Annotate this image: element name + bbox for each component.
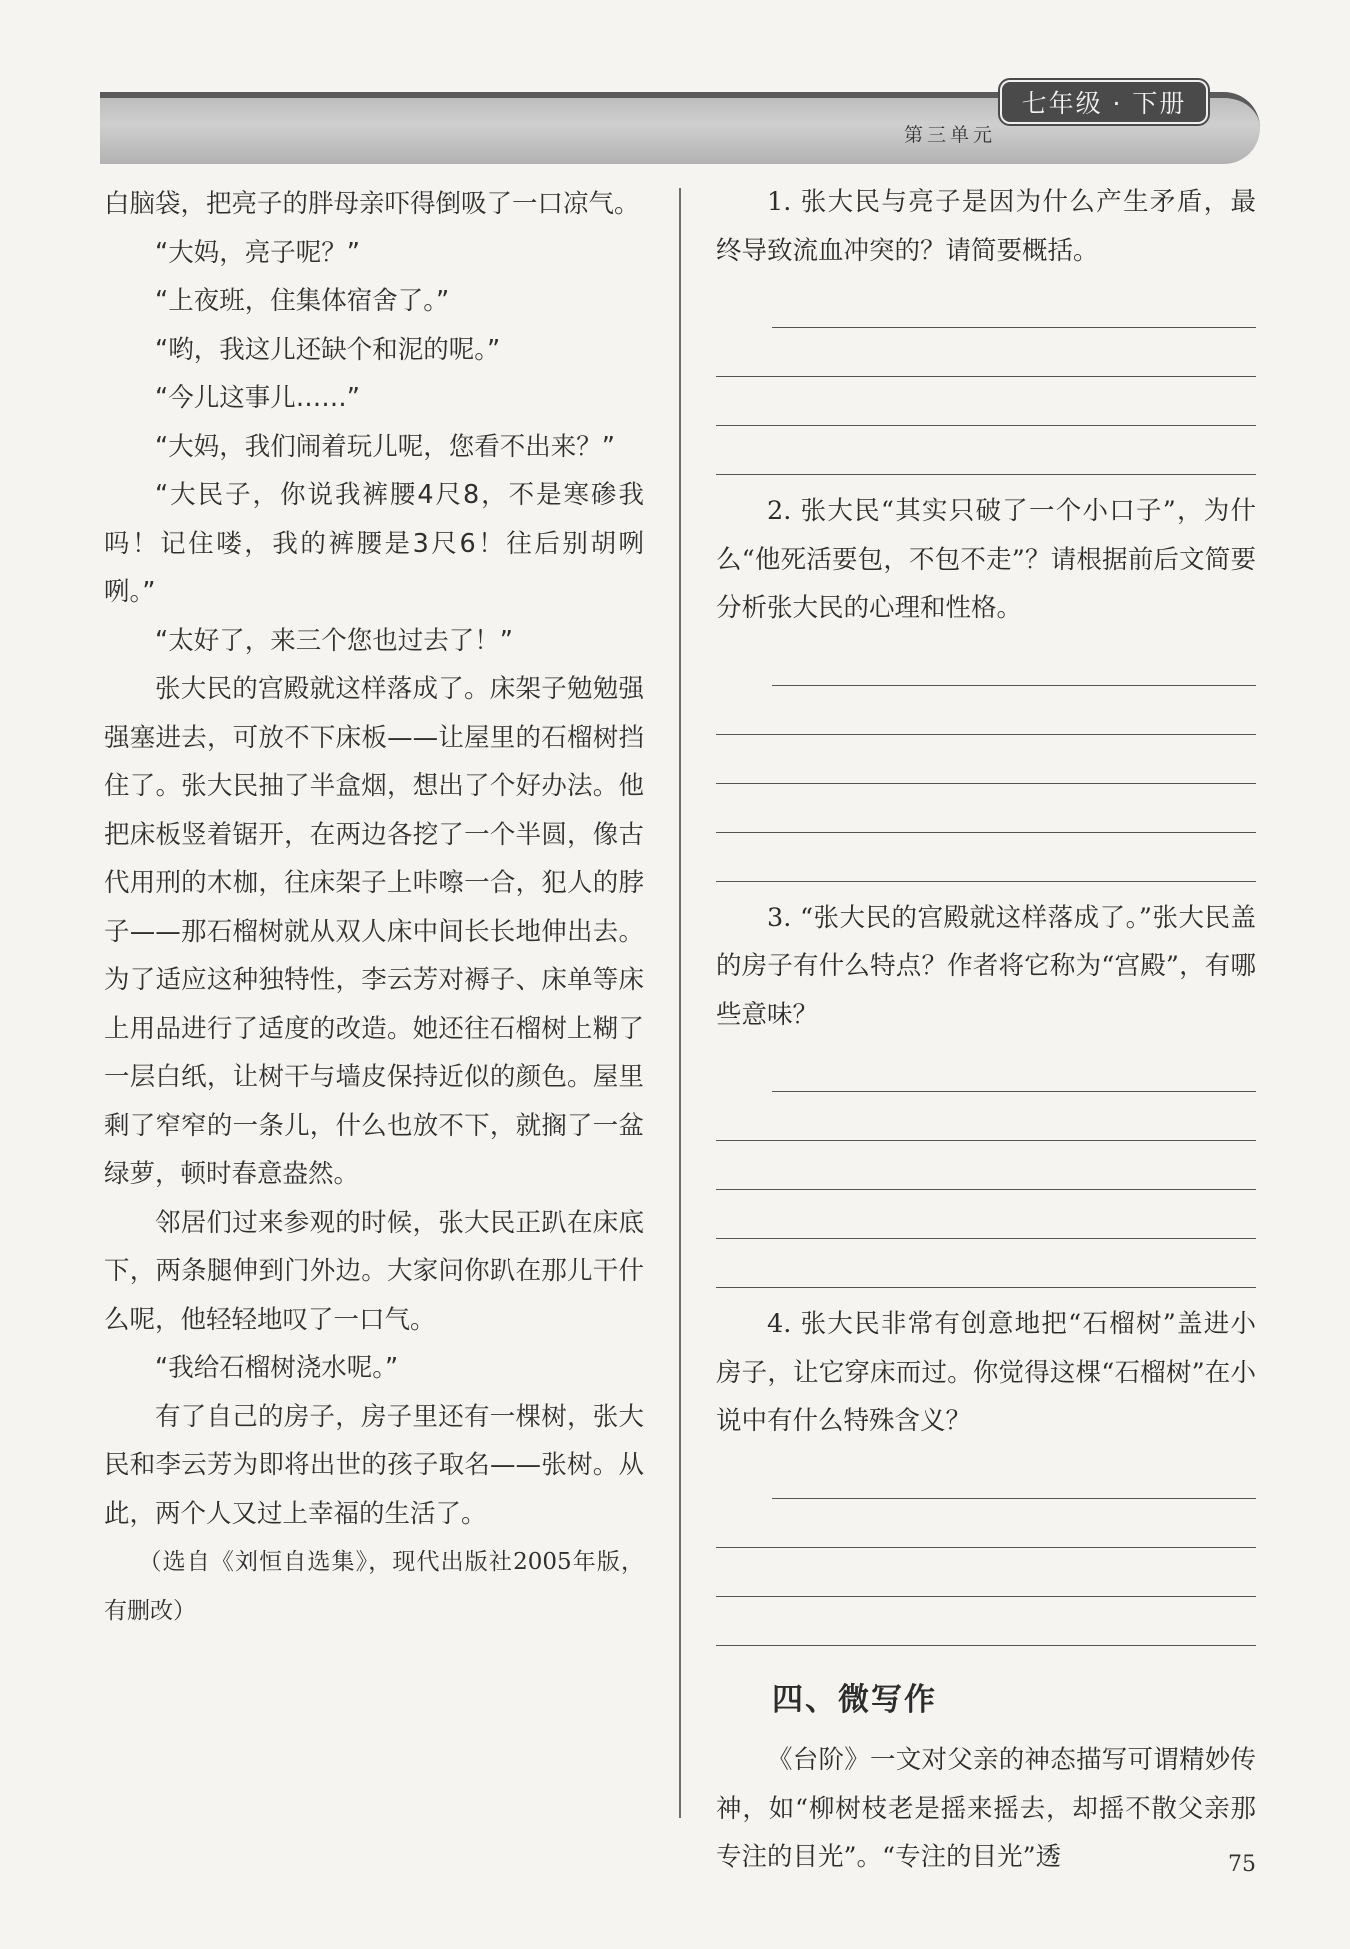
- unit-label: 第三单元: [903, 124, 996, 146]
- answer-area-2[interactable]: [716, 637, 1256, 882]
- grade-badge: 七年级 · 下册: [1000, 80, 1208, 124]
- story-paragraph: “大妈，我们闹着玩儿呢，您看不出来？”: [155, 431, 615, 462]
- answer-line[interactable]: [716, 833, 1256, 882]
- answer-line[interactable]: [716, 1548, 1256, 1597]
- story-paragraph: 白脑袋，把亮子的胖母亲吓得倒吸了一口凉气。: [104, 189, 640, 219]
- exercise-column: [716, 178, 1256, 1882]
- section-heading: 四、微写作: [772, 1681, 937, 1718]
- question-text: 2. 张大民“其实只破了一个小口子”，为什么“他死活要包，不包不走”？请根据前后文简要分析张大民的心理和性格。: [716, 496, 1256, 623]
- answer-line[interactable]: [716, 1597, 1256, 1646]
- question-text: 3. “张大民的宫殿就这样落成了。”张大民盖的房子有什么特点？作者将它称为“宫殿”，有哪些意味？: [716, 902, 1256, 1030]
- answer-line[interactable]: [772, 1450, 1256, 1499]
- column-divider: [679, 188, 681, 1818]
- page-number: 75: [1228, 1852, 1256, 1877]
- answer-line[interactable]: [716, 686, 1256, 735]
- answer-line[interactable]: [772, 279, 1256, 328]
- answer-area-3[interactable]: [716, 1043, 1256, 1288]
- answer-area-4[interactable]: [716, 1450, 1256, 1646]
- story-paragraph: “哟，我这儿还缺个和泥的呢。”: [155, 334, 501, 365]
- story-paragraph: “太好了，来三个您也过去了！”: [155, 625, 513, 656]
- question-3: [716, 894, 1256, 1289]
- story-paragraph: “今儿这事儿……”: [155, 383, 360, 413]
- answer-line[interactable]: [716, 328, 1256, 377]
- answer-line[interactable]: [716, 377, 1256, 426]
- question-4: [716, 1300, 1256, 1646]
- question-1: [716, 178, 1256, 475]
- answer-line[interactable]: [772, 1043, 1256, 1092]
- answer-line[interactable]: [716, 1141, 1256, 1190]
- source-citation: （选自《刘恒自选集》，现代出版社2005年版，有删改）: [104, 1549, 644, 1624]
- answer-line[interactable]: [716, 735, 1256, 784]
- answer-line[interactable]: [716, 784, 1256, 833]
- story-paragraph: 邻居们过来参观的时候，张大民正趴在床底下，两条腿伸到门外边。大家问你趴在那儿干什么呢，他轻轻地叹了一口气。: [104, 1207, 644, 1335]
- answer-line[interactable]: [716, 1239, 1256, 1288]
- story-paragraph: “大民子，你说我裤腰4尺8，不是寒碜我吗！记住喽，我的裤腰是3尺6！往后别胡咧咧。”: [104, 480, 644, 607]
- answer-line[interactable]: [716, 426, 1256, 475]
- question-text: 1. 张大民与亮子是因为什么产生矛盾，最终导致流血冲突的？请简要概括。: [716, 187, 1256, 266]
- story-paragraph: “上夜班，住集体宿舍了。”: [155, 286, 450, 316]
- story-paragraph: “我给石榴树浇水呢。”: [155, 1353, 399, 1383]
- story-paragraph: “大妈，亮子呢？”: [155, 237, 360, 268]
- answer-line[interactable]: [716, 1190, 1256, 1239]
- question-2: [716, 487, 1256, 882]
- answer-area-1[interactable]: [716, 279, 1256, 475]
- writing-prompt: 《台阶》一文对父亲的神态描写可谓精妙传神，如“柳树枝老是摇来摇去，却摇不散父亲那专注的目光”。“专注的目光”透: [716, 1745, 1256, 1872]
- question-text: 4. 张大民非常有创意地把“石榴树”盖进小房子，让它穿床而过。你觉得这棵“石榴树”在小说中有什么特殊含义？: [716, 1309, 1256, 1436]
- answer-line[interactable]: [716, 1499, 1256, 1548]
- story-text: [104, 180, 644, 1635]
- story-paragraph: 有了自己的房子，房子里还有一棵树，张大民和李云芳为即将出世的孩子取名——张树。从此，两个人又过上幸福的生活了。: [104, 1401, 644, 1529]
- answer-line[interactable]: [772, 637, 1256, 686]
- story-paragraph: 张大民的宫殿就这样落成了。床架子勉勉强强塞进去，可放不下床板——让屋里的石榴树挡住了。张大民抽了半盒烟，想出了个好办法。他把床板竖着锯开，在两边各挖了一个半圆，像古代用刑的木枷，往床架子上咔嚓一合，犯人的脖子——那石榴树就从双人床中间长长地伸出去。为了适应这种独特性，李云芳对褥子、床单等床上用品进行了适度的改造。她还往石榴树上糊了一层白纸，让树干与墙皮保持近似的颜色。屋里剩了窄窄的一条儿，什么也放不下，就搁了一盆绿萝，顿时春意盎然。: [104, 674, 644, 1189]
- answer-line[interactable]: [716, 1092, 1256, 1141]
